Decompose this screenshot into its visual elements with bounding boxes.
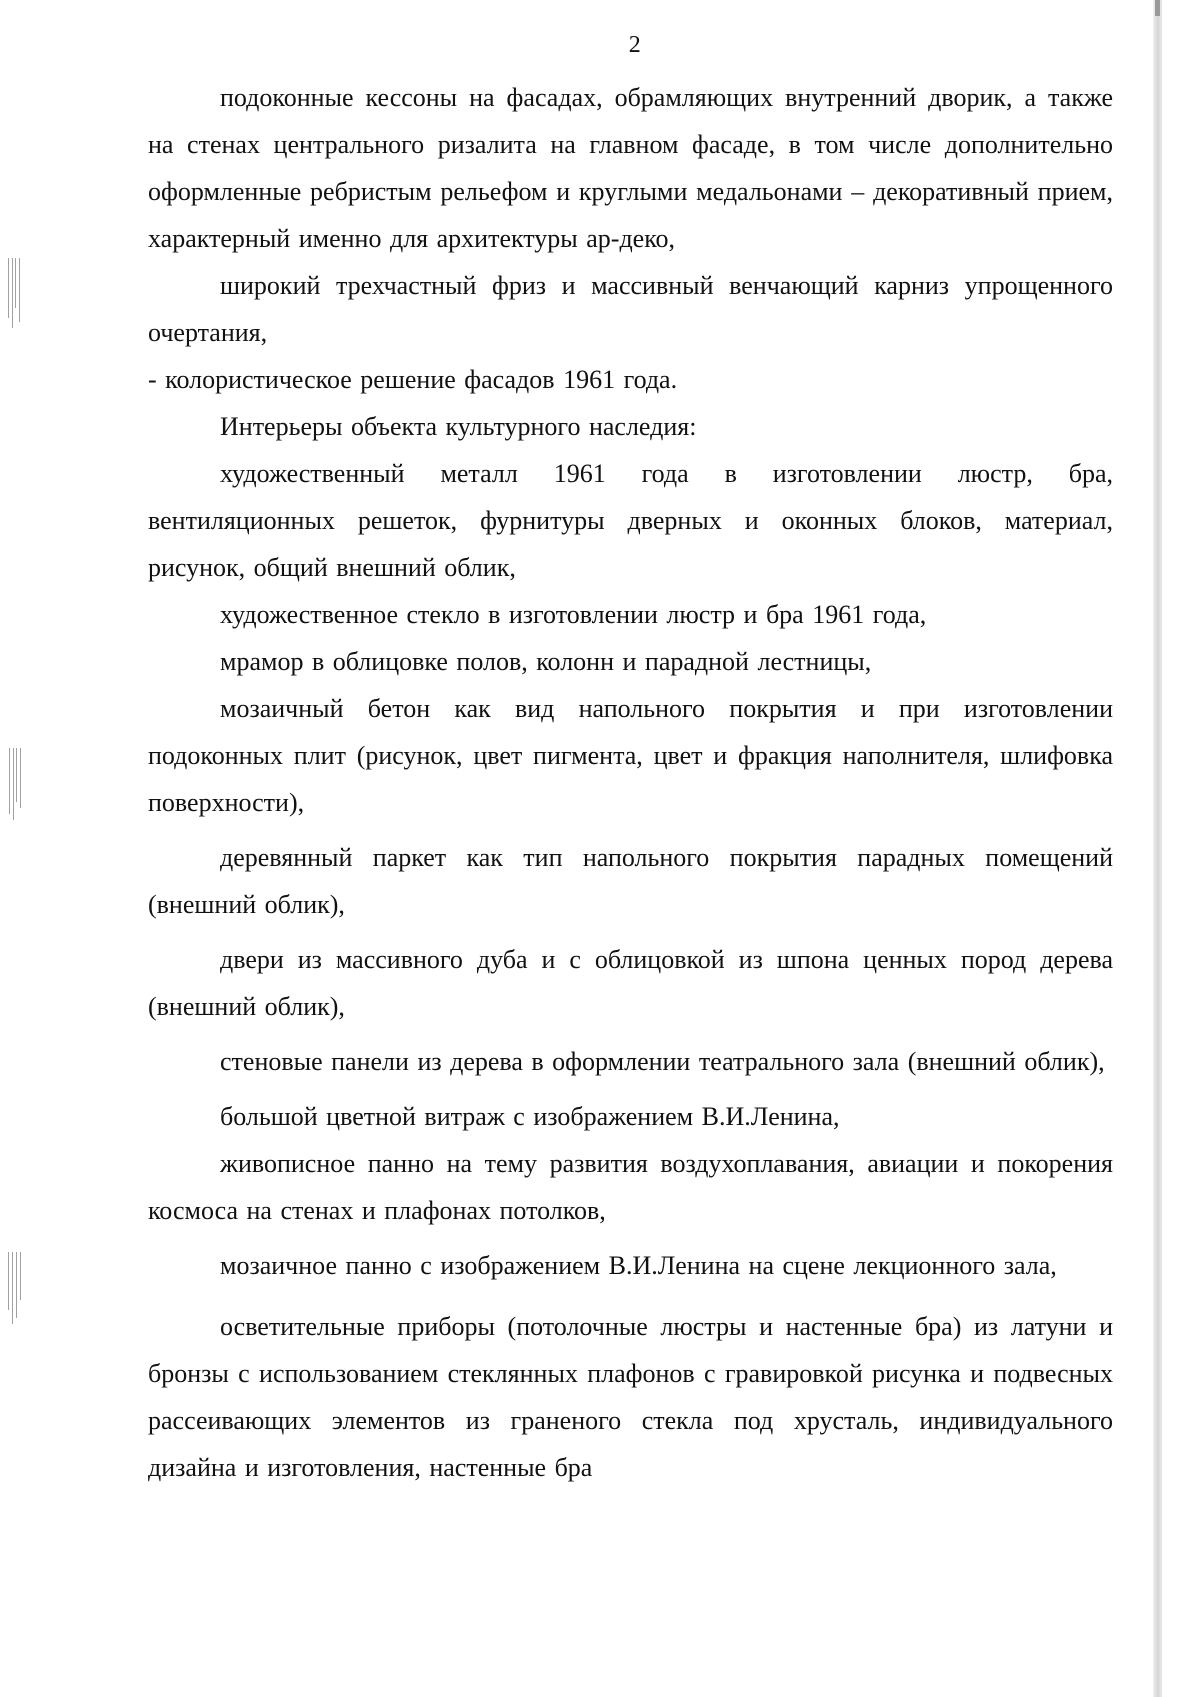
paragraph-frieze-cornice: широкий трехчастный фриз и массивный венчающий карниз упрощенного очертания,	[148, 271, 1113, 347]
page-number: 2	[628, 32, 642, 58]
paragraph-painted-panel: живописное панно на тему развития воздухоплавания, авиации и покорения космоса на стенах и плафонах потолков,	[148, 1149, 1113, 1225]
paragraph-interiors-heading: Интерьеры объекта культурного наследия:	[220, 412, 697, 441]
document-body	[148, 74, 1113, 1491]
paragraph-artistic-metal: художественный металл 1961 года в изготовлении люстр, бра, вентиляционных решеток, фурнитуры дверных и оконных блоков, материал, рисунок, общий внешний облик,	[148, 459, 1113, 582]
paragraph-wall-panels: стеновые панели из дерева в оформлении театрального зала (внешний облик),	[220, 1047, 1105, 1076]
paragraph-oak-doors: двери из массивного дуба и с облицовкой из шпона ценных пород дерева (внешний облик),	[148, 945, 1113, 1021]
scan-punch-mark	[4, 258, 32, 328]
paragraph-marble: мрамор в облицовке полов, колонн и парадной лестницы,	[220, 647, 872, 676]
paragraph-wooden-parquet: деревянный паркет как тип напольного покрытия парадных помещений (внешний облик),	[148, 843, 1113, 919]
scan-punch-mark	[4, 1252, 32, 1322]
paragraph-mosaic-concrete: мозаичный бетон как вид напольного покрытия и при изготовлении подоконных плит (рисунок, цвет пигмента, цвет и фракция наполнителя, шлифовка поверхности),	[148, 694, 1113, 817]
paragraph-lighting-fixtures: осветительные приборы (потолочные люстры и настенные бра) из латуни и бронзы с использованием стеклянных плафонов с гравировкой рисунка и подвесных рассеивающих элементов из граненого стекла под хрусталь, индивидуального дизайна и изготовления, настенные бра	[148, 1312, 1113, 1482]
paragraph-mosaic-panel: мозаичное панно с изображением В.И.Ленина на сцене лекционного зала,	[220, 1251, 1057, 1280]
paragraph-stained-glass: большой цветной витраж с изображением В.И.Ленина,	[220, 1102, 840, 1131]
scan-edge-mark	[1155, 0, 1160, 16]
paragraph-artistic-glass: художественное стекло в изготовлении люстр и бра 1961 года,	[220, 600, 927, 629]
paragraph-facade-caissons: подоконные кессоны на фасадах, обрамляющих внутренний дворик, а также на стенах центрального ризалита на главном фасаде, в том числе дополнительно оформленные ребристым рельефом и круглыми медальонами – декоративный прием, характерный именно для архитектуры ар-деко,	[148, 83, 1113, 253]
scan-punch-mark	[4, 748, 32, 818]
scan-page-edge	[1153, 0, 1162, 1697]
paragraph-color-scheme: - колористическое решение фасадов 1961 года.	[148, 365, 678, 394]
